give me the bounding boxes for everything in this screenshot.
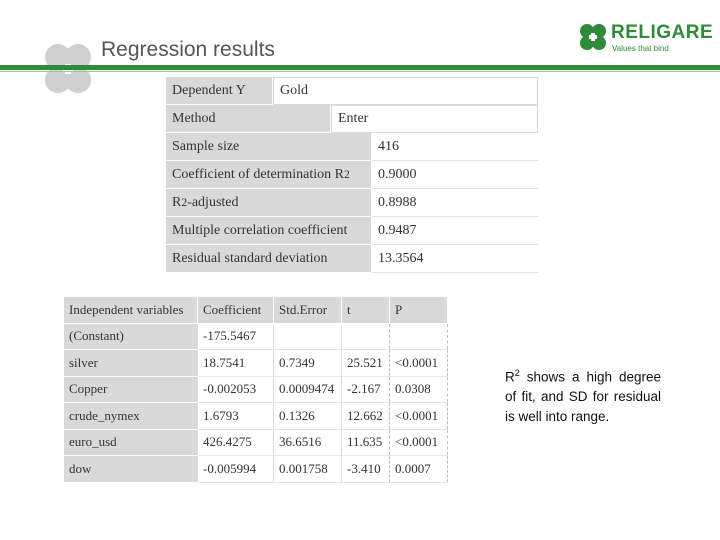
header-rule (0, 65, 720, 70)
stat-value: 0.9000 (372, 161, 538, 189)
p-value (390, 323, 448, 350)
col-header: Coefficient (198, 297, 274, 323)
col-header: Std.Error (274, 297, 342, 323)
variable-name: silver (64, 350, 198, 377)
stat-label: Coefficient of determination R 2 (166, 161, 372, 189)
col-header: t (342, 297, 390, 323)
p-value: 0.0007 (390, 456, 448, 483)
coefficient-value: 1.6793 (198, 403, 274, 430)
commentary-text: $R^2$ shows a high degree of fit, and SD for residual is well into range. (505, 368, 661, 424)
variable-name: (Constant) (64, 323, 198, 350)
stat-label: Residual standard deviation (166, 245, 372, 273)
p-value: 0.0308 (390, 376, 448, 403)
std-error-value: 0.1326 (274, 403, 342, 430)
std-error-value: 36.6516 (274, 429, 342, 456)
page-title: Regression results (101, 38, 275, 61)
header-rule-thin (0, 71, 720, 72)
std-error-value: 0.0009474 (274, 376, 342, 403)
std-error-value (274, 323, 342, 350)
stat-row-residual-sd (166, 245, 538, 273)
stat-label: Sample size (166, 133, 372, 161)
stat-value: 13.3564 (372, 245, 538, 273)
method-label: Method (166, 105, 331, 133)
table-row (64, 456, 448, 483)
t-value (342, 323, 390, 350)
logo-tagline: Values that bind (612, 44, 669, 53)
dependent-label: Dependent Y (166, 77, 273, 105)
p-value: <0.0001 (390, 429, 448, 456)
t-value: -3.410 (342, 456, 390, 483)
stat-row-r2-adjusted (166, 189, 538, 217)
t-value: -2.167 (342, 376, 390, 403)
table-row (64, 323, 448, 350)
variable-name: crude_nymex (64, 403, 198, 430)
religare-logo (578, 20, 714, 58)
stat-row-multiple-correlation (166, 217, 538, 245)
table-row (64, 429, 448, 456)
coefficient-value: 426.4275 (198, 429, 274, 456)
coefficients-header-row (64, 297, 448, 323)
p-value: <0.0001 (390, 350, 448, 377)
model-summary-table (166, 77, 538, 273)
t-value: 25.521 (342, 350, 390, 377)
variable-name: Copper (64, 376, 198, 403)
logo-clover-icon (578, 22, 608, 52)
variable-name: dow (64, 456, 198, 483)
coefficient-value: -175.5467 (198, 323, 274, 350)
stat-label: R 2 -adjusted (166, 189, 372, 217)
logo-name: RELIGARE (611, 22, 714, 43)
stat-row-sample-size (166, 133, 538, 161)
std-error-value: 0.7349 (274, 350, 342, 377)
coefficient-value: -0.005994 (198, 456, 274, 483)
stat-label: Multiple correlation coefficient (166, 217, 372, 245)
table-row (64, 376, 448, 403)
stat-row-r2 (166, 161, 538, 189)
stat-value: 0.8988 (372, 189, 538, 217)
variable-name: euro_usd (64, 429, 198, 456)
table-row (64, 403, 448, 430)
coefficient-value: -0.002053 (198, 376, 274, 403)
dependent-row (166, 77, 538, 105)
table-row (64, 350, 448, 377)
stat-value: 0.9487 (372, 217, 538, 245)
stat-value: 416 (372, 133, 538, 161)
p-value: <0.0001 (390, 403, 448, 430)
coefficients-table (64, 297, 448, 483)
method-value: Enter (331, 105, 538, 133)
dependent-value: Gold (273, 77, 538, 105)
coefficient-value: 18.7541 (198, 350, 274, 377)
t-value: 11.635 (342, 429, 390, 456)
col-header: P (390, 297, 448, 323)
std-error-value: 0.001758 (274, 456, 342, 483)
t-value: 12.662 (342, 403, 390, 430)
method-row (166, 105, 538, 133)
col-header: Independent variables (64, 297, 198, 323)
